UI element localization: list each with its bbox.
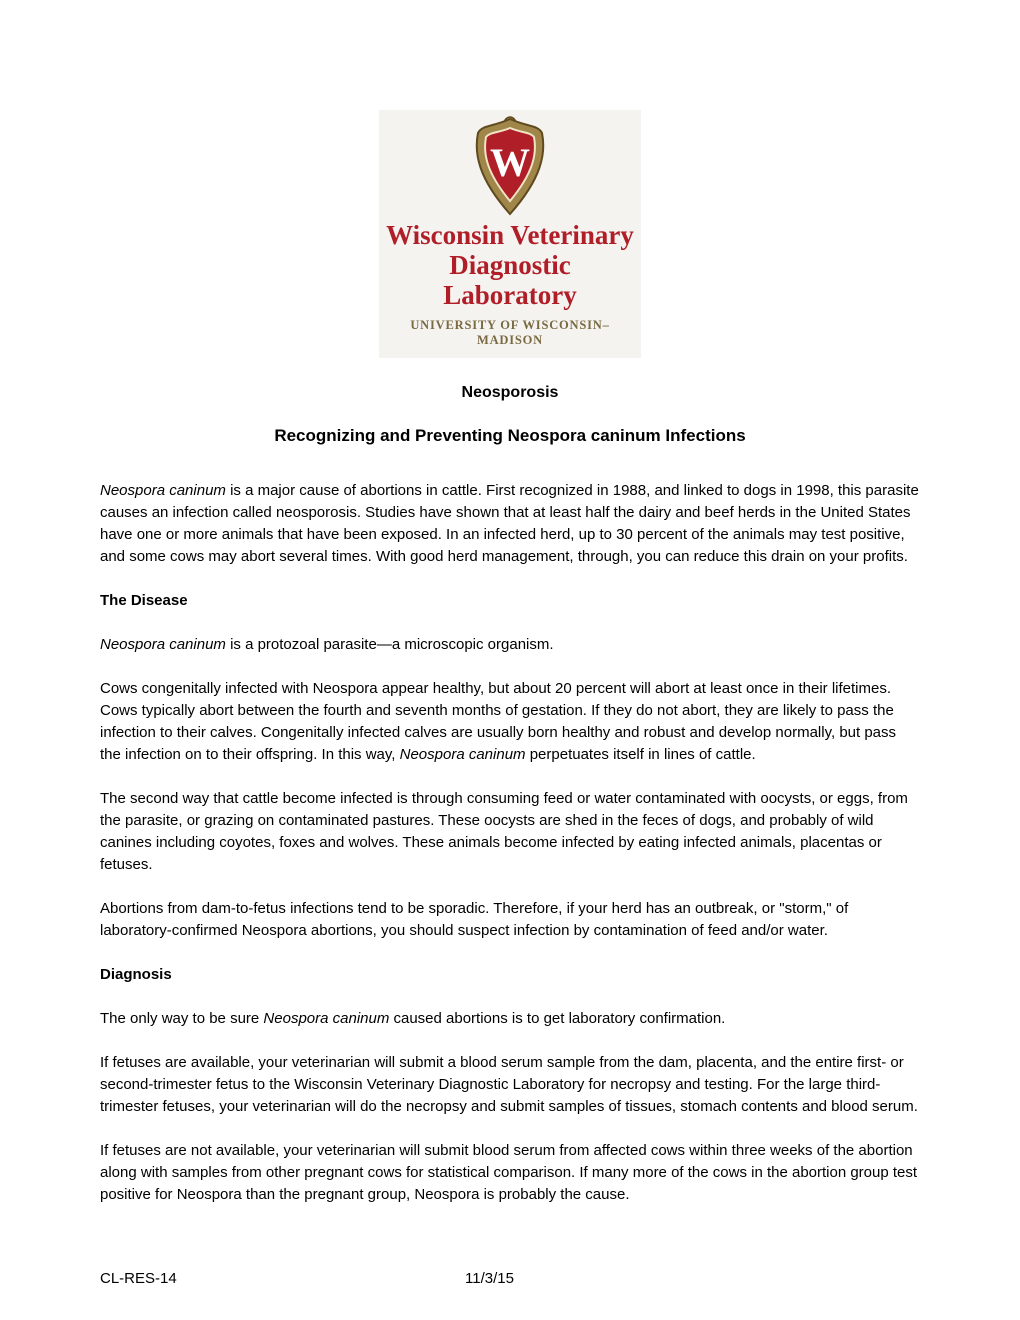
paragraph — [100, 1008, 920, 1030]
text-segment: The Disease — [100, 591, 188, 609]
page-title: Neosporosis — [461, 383, 559, 401]
text-segment: Neospora caninum — [100, 481, 226, 499]
doc-id: CL-RES-14 — [100, 1270, 177, 1287]
section-heading — [100, 590, 920, 612]
text-segment: Diagnosis — [100, 965, 172, 983]
section-heading — [100, 964, 920, 986]
paragraph — [100, 678, 920, 766]
text-segment: Neospora caninum — [100, 635, 226, 653]
crest-letter: W — [490, 140, 530, 185]
document-content — [0, 480, 1020, 1206]
text-segment: If fetuses are available, your veterinarian will submit a blood serum sample from the dam, placenta, and the entire first- or second-trimester fetus to the Wisconsin Veterinary Diagnostic Laboratory for necropsy and testing. For the large third-trimester fetuses, your veterinarian will do the necropsy and submit samples of tissues, stomach contents and blood serum. — [100, 1053, 918, 1115]
logo-org-line2: Diagnostic Laboratory — [443, 250, 577, 311]
logo-university-line: UNIVERSITY OF WISCONSIN–MADISON — [410, 317, 610, 347]
logo-org-line1: Wisconsin Veterinary — [386, 220, 634, 250]
text-segment: Abortions from dam-to-fetus infections tend to be sporadic. Therefore, if your herd has an outbreak, or "storm," of laboratory-confirmed Neospora abortions, you should suspect infection by contamination of feed and/or water. — [100, 899, 849, 939]
text-segment: perpetuates itself in lines of cattle. — [525, 745, 756, 763]
paragraph — [100, 898, 920, 942]
paragraph — [100, 1140, 920, 1206]
page-subtitle: Recognizing and Preventing Neospora caninum Infections — [274, 425, 746, 445]
text-segment: is a protozoal parasite—a microscopic organism. — [225, 635, 554, 653]
paragraph — [100, 1052, 920, 1118]
text-segment: caused abortions is to get laboratory confirmation. — [389, 1009, 726, 1027]
text-segment: The second way that cattle become infected is through consuming feed or water contaminated with oocysts, or eggs, from the parasite, or grazing on contaminated pastures. These oocysts are shed in the feces of dogs, and probably of wild canines including coyotes, foxes and wolves. These animals become infected by eating infected animals, placentas or fetuses. — [100, 789, 908, 873]
logo — [379, 110, 641, 358]
text-segment: Neospora caninum — [399, 745, 526, 763]
text-segment: If fetuses are not available, your veterinarian will submit blood serum from affected cows within three weeks of the abortion along with samples from other pregnant cows for statistical comparison. If many more of the cows in the abortion group test positive for Neospora than the pregnant group, Neospora is probably the cause. — [100, 1141, 918, 1203]
uw-crest-icon — [473, 116, 547, 216]
paragraph — [100, 634, 920, 656]
doc-date: 11/3/15 — [465, 1270, 514, 1287]
footer — [100, 1270, 920, 1287]
paragraph — [100, 788, 920, 876]
text-segment: Neospora caninum — [263, 1009, 390, 1027]
text-segment: Cows congenitally infected with Neospora appear healthy, but about 20 percent will abort at least once in their lifetimes. Cows typically abort between the fourth and seventh months of gestation. If they do not abort, they are likely to pass the infection to their calves. Congenitally infected calves are usually born healthy and robust and develop normally, but pass the infection on to their offspring. In this way, — [100, 679, 897, 763]
paragraph — [100, 480, 920, 568]
text-segment: is a major cause of abortions in cattle. First recognized in 1988, and linked to dogs in 1998, this parasite causes an infection called neosporosis. Studies have shown that at least half the dairy and beef herds in the United States have one or more animals that have been exposed. In an infected herd, up to 30 percent of the animals may test positive, and some cows may abort several times. With good herd management, through, you can reduce this drain on your profits. — [100, 481, 919, 565]
text-segment: The only way to be sure — [100, 1009, 264, 1027]
